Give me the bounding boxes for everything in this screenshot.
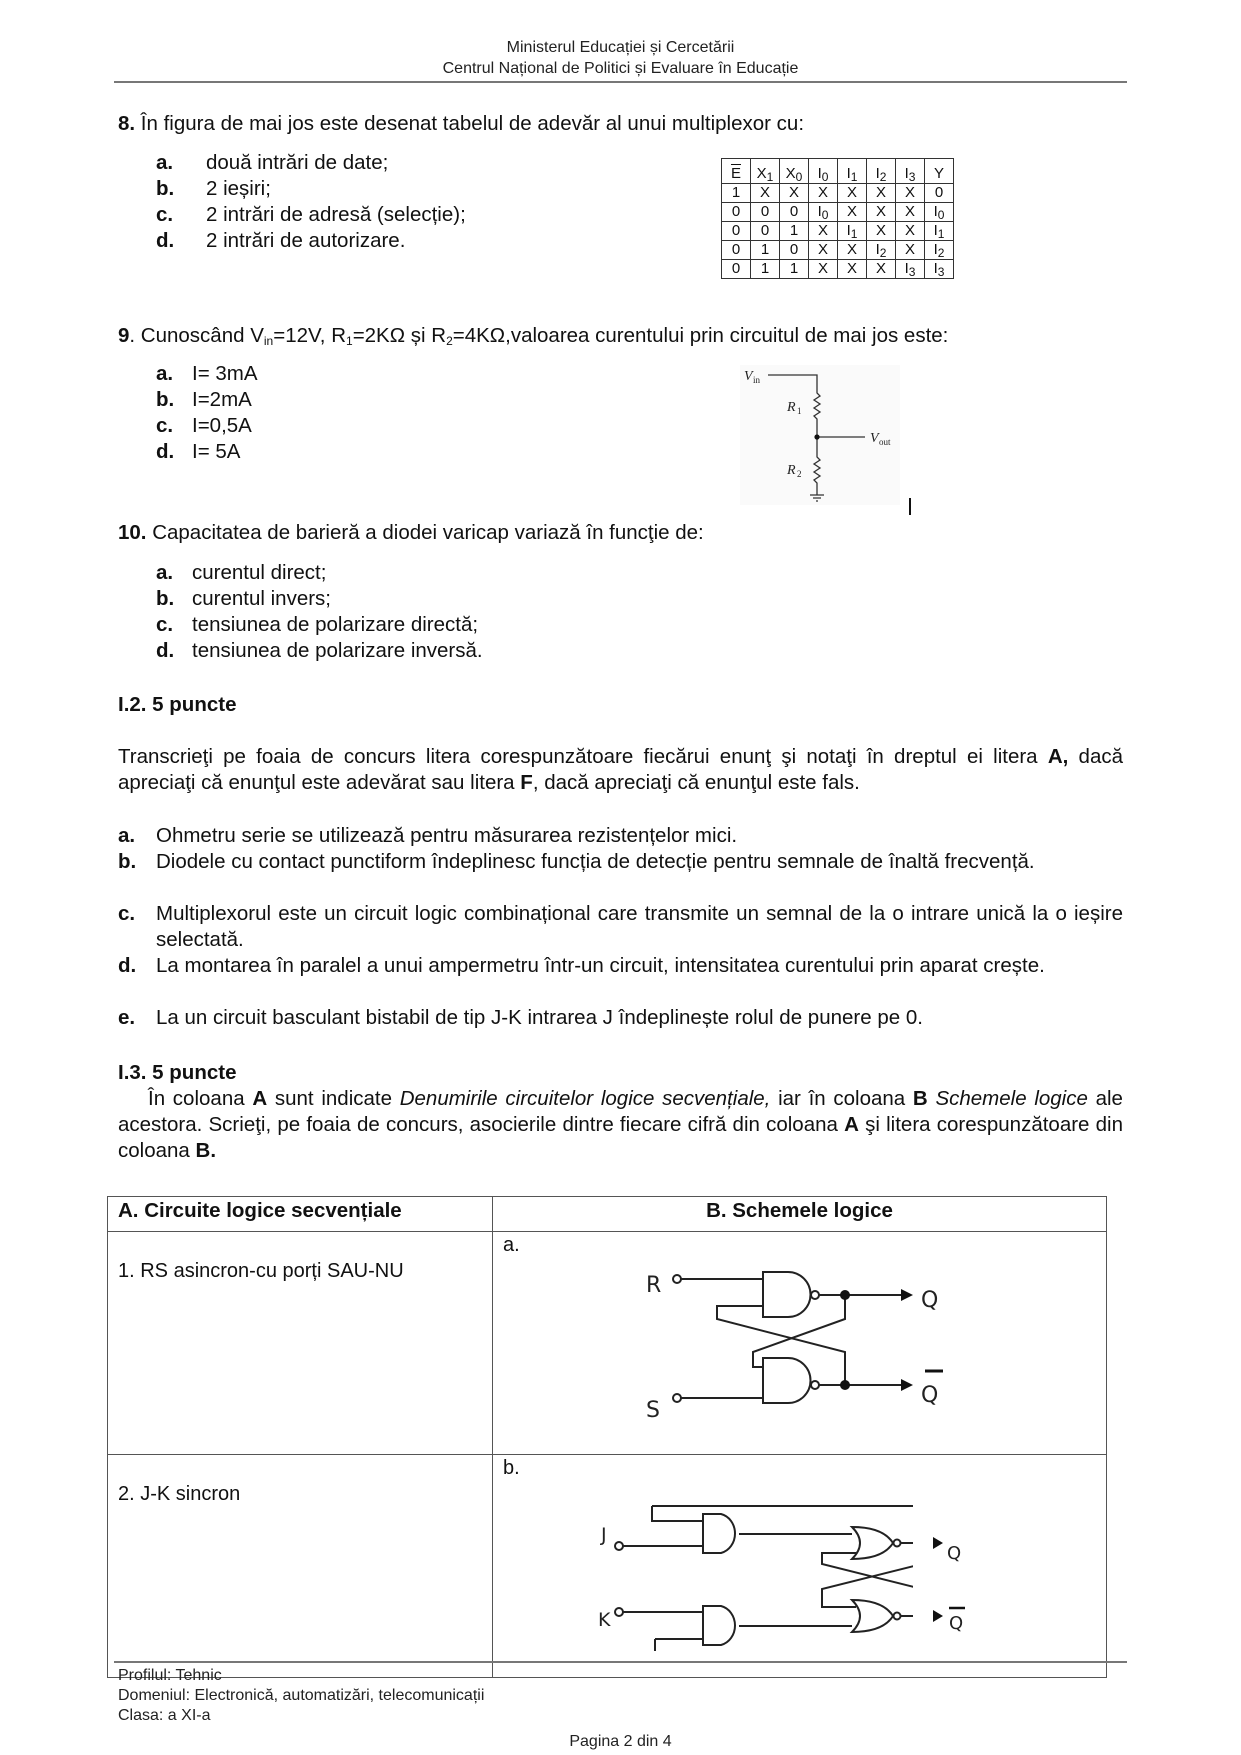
section-i3-instructions: În coloana A sunt indicate Denumirile circuitelor logice secvențiale, iar în coloana B Schemele logice ale acestora. Scrieţi, pe foaia de concurs, asocierile dintre fiecare cifră din coloana A şi litera corespunzătoare din coloana B. <box>118 1087 1123 1162</box>
svg-text:R: R <box>646 1273 662 1298</box>
column-a-header: A. Circuite logice secvențiale <box>108 1197 493 1232</box>
scheme-a-label: a. <box>503 1234 520 1256</box>
column-b-header: B. Schemele logice <box>493 1197 1107 1232</box>
table-row <box>108 1232 1107 1455</box>
footer-class: Clasa: a XI-a <box>118 1707 211 1724</box>
footer-profile: Profilul: Tehnic <box>118 1667 222 1684</box>
matching-table-header <box>108 1197 1107 1232</box>
jk-output-arrows-icon <box>933 1535 1003 1635</box>
voltage-divider-icon <box>740 365 900 505</box>
svg-text:K: K <box>598 1609 611 1631</box>
svg-text:2: 2 <box>797 469 802 479</box>
q10-option-d: d. tensiunea de polarizare inversă. <box>156 639 483 662</box>
header-ministry: Ministerul Educației și Cercetării <box>506 39 735 56</box>
svg-text:Q: Q <box>949 1613 964 1634</box>
footer-domain: Domeniul: Electronică, automatizări, telecomunicații <box>118 1687 485 1704</box>
truth-table <box>721 158 954 279</box>
table-row: 0 1 0 X X $I_2$ X $I_2$ <box>722 241 954 260</box>
q8-option-b: b. 2 ieșiri; <box>156 177 271 200</box>
rs-flipflop-diagram-icon <box>613 1262 943 1422</box>
table-row: 0 0 0 $I_0$ X X X $I_0$ <box>722 203 954 222</box>
statement-e: e. La un circuit basculant bistabil de tip J-K intrarea J îndeplinește rolul de punere pe 0. <box>118 1006 923 1029</box>
statement-a: a. Ohmetru serie se utilizează pentru măsurarea rezistențelor mici. <box>118 824 738 847</box>
header-divider <box>114 81 1127 83</box>
svg-text:R: R <box>787 400 796 415</box>
section-i2-instructions: Transcrieţi pe foaia de concurs litera corespunzătoare fiecărui enunţ şi notaţi în dreptul ei litera A, dacă apreciaţi că enunţul este adevărat sau litera F, dacă apreciaţi că enunţul este fals. <box>118 745 1123 794</box>
svg-text:Q: Q <box>921 1383 939 1408</box>
jk-flipflop-diagram-icon <box>573 1481 913 1651</box>
svg-text:J: J <box>601 1524 607 1546</box>
q8-option-d: d. 2 intrări de autorizare. <box>156 229 406 252</box>
svg-text:Q: Q <box>947 1543 962 1564</box>
scheme-b-label: b. <box>503 1457 520 1479</box>
q9-option-a: a. I= 3mA <box>156 362 258 385</box>
svg-text:S: S <box>646 1398 660 1422</box>
q8-option-a: a. două intrări de date; <box>156 151 389 174</box>
table-row: 1 X X X X X X 0 <box>722 184 954 203</box>
header-center: Centrul Național de Politici și Evaluare în Educație <box>442 60 799 77</box>
svg-text:V: V <box>870 431 879 446</box>
svg-text:in: in <box>753 375 761 385</box>
statement-d: d. La montarea în paralel a unui ampermetru într-un circuit, intensitatea curentului prin aparat crește. <box>118 954 1045 977</box>
matching-table <box>107 1196 1107 1678</box>
svg-text:Q: Q <box>921 1288 939 1313</box>
q10-option-b: b. curentul invers; <box>156 587 332 610</box>
row-1-name: 1. RS asincron-cu porți SAU-NU <box>108 1232 493 1455</box>
footer-divider <box>114 1661 1127 1663</box>
table-row <box>108 1455 1107 1678</box>
voltage-divider-diagram <box>740 365 900 505</box>
row-2-name: 2. J-K sincron <box>108 1455 493 1678</box>
q9-option-b: b. I=2mA <box>156 388 252 411</box>
q9-option-d: d. I= 5A <box>156 440 241 463</box>
svg-text:V: V <box>744 369 753 384</box>
svg-text:1: 1 <box>797 406 802 416</box>
svg-text:out: out <box>879 437 891 447</box>
statement-b: b. Diodele cu contact punctiform îndeplinesc funcția de detecție pentru semnale de înaltă frecvență. <box>118 850 1035 873</box>
truth-table-header: $\overline{E}$ $X_1$ $X_0$ $I_0$ $I_1$ $I_2$ $I_3$ Y <box>722 159 954 184</box>
question-number: 8. <box>118 112 136 135</box>
statement-c: c. Multiplexorul este un circuit logic combinațional care transmite un semnal de la o intrare unică la o ieșire selectată. <box>118 902 1123 951</box>
cursor-mark <box>909 498 911 515</box>
q10-option-c: c. tensiunea de polarizare directă; <box>156 613 479 636</box>
question-8 <box>118 111 804 137</box>
svg-text:R: R <box>787 463 796 478</box>
question-text: În figura de mai jos este desenat tabelul de adevăr al unui multiplexor cu: <box>135 112 805 135</box>
q10-option-a: a. curentul direct; <box>156 561 327 584</box>
question-9: 9. Cunoscând $V_{in}=12V$, $R_1=2K\Omega$ și $R_2=4K\Omega,valoarea$ curentului prin circuitul de mai jos este: <box>118 324 949 348</box>
section-i2-title: I.2. 5 puncte <box>118 693 237 716</box>
question-10: 10. Capacitatea de barieră a diodei varicap variază în funcţie de: <box>118 521 704 544</box>
q9-option-c: c. I=0,5A <box>156 414 252 437</box>
table-row: 0 1 1 X X X $I_3$ $I_3$ <box>722 260 954 279</box>
page-number: Pagina 2 din 4 <box>569 1733 672 1750</box>
table-row: 0 0 1 X $I_1$ X X $I_1$ <box>722 222 954 241</box>
q8-option-c: c. 2 intrări de adresă (selecție); <box>156 203 466 226</box>
section-i3-title: I.3. 5 puncte <box>118 1061 237 1084</box>
